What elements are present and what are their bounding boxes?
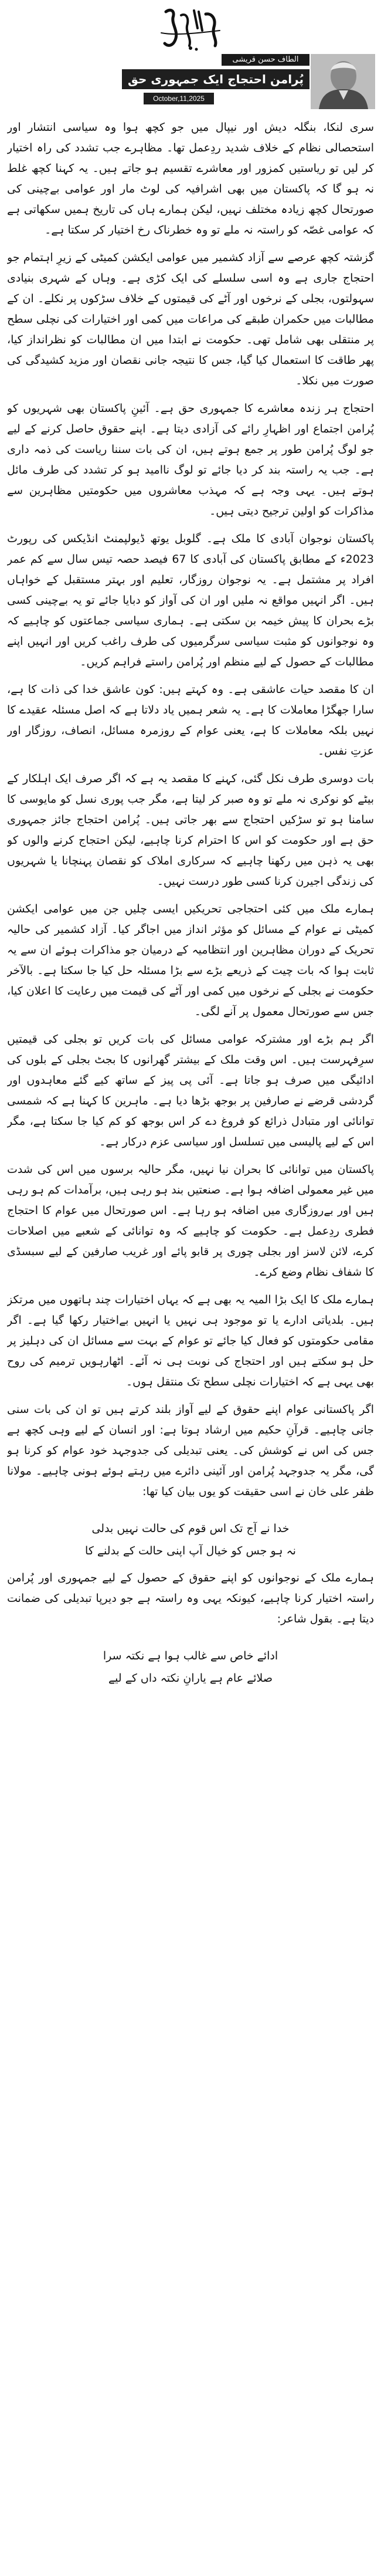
- closing-verse-block: [7, 1645, 374, 1689]
- column-masthead: [0, 0, 381, 111]
- article-paragraph: سری لنکا، بنگلہ دیش اور نیپال میں جو کچھ ہوا وہ سیاسی انتشار اور استحصالی نظام کے خلاف شدید ردِعمل تھا۔ مظاہرے جب تشدد کی راہ اختیار کر لیں تو ریاستیں کمزور اور معاشرے تقسیم ہو جاتے ہیں۔ یہ کہنا کچھ غلط نہ ہو گا کہ پاکستان میں بھی اشرافیہ کی لوٹ مار اور عوامی بےچینی کی صورتحال کچھ زیادہ مختلف نہیں، لیکن ہمارے ہاں کی تاریخ ہمیں سکھاتی ہے کہ عوامی غصّہ کو راستہ نہ ملے تو وہ خطرناک رخ اختیار کر سکتا ہے۔: [7, 121, 374, 236]
- publish-date: October,11,2025: [144, 93, 214, 104]
- portrait-graphic: [311, 54, 375, 109]
- article-paragraph: پاکستان نوجوان آبادی کا ملک ہے۔ گلوبل یوتھ ڈیولپمنٹ انڈیکس کی رپورٹ 2023ء کے مطابق پاکستان کی آبادی کا 67 فیصد حصہ تیس سال سے کم عمر افراد پر مشتمل ہے۔ یہ نوجوان روزگار، تعلیم اور بہتر مستقبل کے خواہاں ہیں۔ اگر انہیں مواقع نہ ملیں اور ان کی آواز کو دبایا جائے تو یہ بےچینی کسی بڑے بحران کا پیش خیمہ بن سکتی ہے۔ ہماری سیاسی جماعتوں کو چاہیے کہ وہ نوجوانوں کو مثبت سیاسی سرگرمیوں کی طرف راغب کریں اور انہیں اپنے مطالبات کے حصول کے لیے منظم اور پُرامن راستے فراہم کریں۔: [7, 532, 374, 668]
- article-paragraph: ہمارے ملک میں کئی احتجاجی تحریکیں ایسی چلیں جن میں عوامی ایکشن کمیٹی نے عوام کے مسائل کو مؤثر انداز میں اجاگر کیا۔ آزاد کشمیر کی حالیہ تحریک کے دوران مظاہرین اور انتظامیہ کے درمیان جو مذاکرات ہوئے ان سے یہ ثابت ہوا کہ بات چیت کے ذریعے بڑے سے بڑا مسئلہ حل کیا جا سکتا ہے۔ بالآخر حکومت نے بجلی کے نرخوں میں کمی اور آٹے کی قیمت میں رعایت کا اعلان کیا، جس سے صورتحال معمول پر آنے لگی۔: [7, 902, 374, 1018]
- column-title: پُرامن احتجاج ایک جمہوری حق: [122, 69, 309, 89]
- article-body: [7, 117, 374, 2570]
- verse-line: نہ ہو جس کو خیال آپ اپنی حالت کے بدلنے کا: [85, 1544, 296, 1557]
- author-name: الطاف حسن قریشی: [222, 54, 309, 66]
- author-portrait: [311, 54, 375, 109]
- verse-line: خدا نے آج تک اس قوم کی حالت نہیں بدلی: [91, 1522, 290, 1535]
- article-paragraph: اگر ہم بڑے اور مشترکہ عوامی مسائل کی بات کریں تو بجلی کی قیمتیں سرِفہرست ہیں۔ اس وقت ملک کے بیشتر گھرانوں کا بجٹ بجلی کے بلوں کی ادائیگی میں صرف ہو جاتا ہے۔ آئی پی پیز کے ساتھ کیے گئے معاہدوں اور گردشی قرضے نے صارفین پر بوجھ بڑھا دیا ہے۔ ماہرین کا کہنا ہے کہ شمسی توانائی اور متبادل ذرائع کو فروغ دے کر اس بوجھ کو کم کیا جا سکتا ہے، مگر اس کے لیے پالیسی میں تسلسل اور سیاسی عزم درکار ہے۔: [7, 1033, 374, 1148]
- article-paragraph: اگر پاکستانی عوام اپنے حقوق کے لیے آواز بلند کرتے ہیں تو ان کی بات سنی جانی چاہیے۔ قرآنِ حکیم میں ارشاد ہوتا ہے: اور انسان کے لیے وہی کچھ ہے جس کی اس نے کوشش کی۔ یعنی تبدیلی کی جدوجہد خود عوام کو کرنا ہو گی، مگر یہ جدوجہد پُرامن اور آئینی دائرے میں رہتے ہوئے ہونی چاہیے۔ مولانا ظفر علی خان نے اسی حقیقت کو یوں بیان کیا تھا:: [7, 1403, 374, 1498]
- article-paragraph: گزشتہ کچھ عرصے سے آزاد کشمیر میں عوامی ایکشن کمیٹی کے زیرِ اہتمام جو احتجاج جاری ہے وہ اسی سلسلے کی ایک کڑی ہے۔ وہاں کے شہری بنیادی سہولتوں، بجلی کے نرخوں اور آٹے کی قیمتوں کے خلاف سڑکوں پر نکلے۔ ان کے مطالبات میں حکمران طبقے کی مراعات میں کمی اور اختیارات کی نچلی سطح پر منتقلی بھی شامل تھی۔ حکومت نے ابتدا میں ان مطالبات کو نظرانداز کیا، پھر طاقت کا استعمال کیا گیا، جس کا نتیجہ جانی نقصان اور مزید کشیدگی کی صورت میں نکلا۔: [7, 251, 374, 387]
- newspaper-logo: [155, 5, 226, 52]
- closing-paragraph: ہمارے ملک کے نوجوانوں کو اپنے حقوق کے حصول کے لیے جمہوری اور پُرامن راستہ اختیار کرنا چاہیے، کیونکہ یہی وہ راستہ ہے جو دیرپا تبدیلی کی ضمانت دیتا ہے۔ بقول شاعر:: [7, 1571, 374, 1625]
- article-paragraph: ہمارے ملک کا ایک بڑا المیہ یہ بھی ہے کہ یہاں اختیارات چند ہاتھوں میں مرتکز ہیں۔ بلدیاتی ادارے یا تو موجود ہی نہیں یا انہیں بےاختیار رکھا گیا ہے۔ اگر مقامی حکومتوں کو فعال کیا جائے تو عوام کے بہت سے مسائل ان کی دہلیز پر حل ہو سکتے ہیں اور احتجاج کی نوبت ہی نہ آئے۔ اٹھارہویں ترمیم کی روح بھی یہی ہے کہ اختیارات نچلی سطح تک منتقل ہوں۔: [7, 1293, 374, 1388]
- article-paragraph: پاکستان میں توانائی کا بحران نیا نہیں، مگر حالیہ برسوں میں اس کی شدت میں غیر معمولی اضافہ ہوا ہے۔ صنعتیں بند ہو رہی ہیں، برآمدات کم ہو رہی ہیں اور بےروزگاری میں اضافہ ہو رہا ہے۔ اس صورتحال میں عوام کا احتجاج فطری ردِعمل ہے۔ حکومت کو چاہیے کہ وہ توانائی کے شعبے میں اصلاحات کرے، لائن لاسز اور بجلی چوری پر قابو پائے اور غریب صارفین کے لیے سبسڈی کا شفاف نظام وضع کرے۔: [7, 1163, 374, 1279]
- logo-graphic: [155, 5, 226, 52]
- article-paragraph: احتجاج ہر زندہ معاشرے کا جمہوری حق ہے۔ آئینِ پاکستان بھی شہریوں کو پُرامن اجتماع اور اظہارِ رائے کی آزادی دیتا ہے۔ اپنے حقوق حاصل کرنے کے لیے جو لوگ پُرامن طور پر جمع ہوتے ہیں، ان کی بات سننا ریاست کی ذمہ داری ہے۔ جب یہ راستہ بند کر دیا جائے تو لوگ ناامید ہو کر تشدد کی طرف مائل ہوتے ہیں۔ یہی وجہ ہے کہ مہذب معاشروں میں حکومتیں مظاہرین سے مذاکرات کو اولین ترجیح دیتی ہیں۔: [7, 402, 374, 518]
- verse-line: ادائے خاص سے غالب ہوا ہے نکتہ سرا: [103, 1649, 278, 1662]
- article-paragraph: ان کا مقصد حیات عاشقی ہے۔ وہ کہتے ہیں: کون عاشق خدا کی ذات کا ہے، سارا جھگڑا معاملات کا ہے۔ یہ شعر ہمیں یاد دلاتا ہے کہ اصل مسئلہ عقیدے کا نہیں بلکہ معاملات کا ہے، یعنی عوام کے روزمرہ مسائل، انصاف، روزگار اور عزتِ نفس۔: [7, 683, 374, 758]
- verse-line: صلائے عام ہے یارانِ نکتہ داں کے لیے: [108, 1672, 273, 1685]
- byline-box: [127, 54, 375, 109]
- verse-block: [7, 1517, 374, 1562]
- article-paragraph: بات دوسری طرف نکل گئی، کہنے کا مقصد یہ ہے کہ اگر صرف ایک اہلکار کے بیٹے کو نوکری نہ ملے تو وہ صبر کر لیتا ہے، مگر جب پوری نسل کو مایوسی کا سامنا ہو تو سڑکیں احتجاج سے بھر جاتی ہیں۔ پُرامن احتجاج جائز جمہوری حق ہے اور حکومت کو اس کا احترام کرنا چاہیے، لیکن احتجاج کرنے والوں کو بھی یہ ذہن میں رکھنا چاہیے کہ سرکاری املاک کو نقصان پہنچانا یا شہریوں کی زندگی اجیرن کرنا کسی طور درست نہیں۔: [7, 772, 374, 888]
